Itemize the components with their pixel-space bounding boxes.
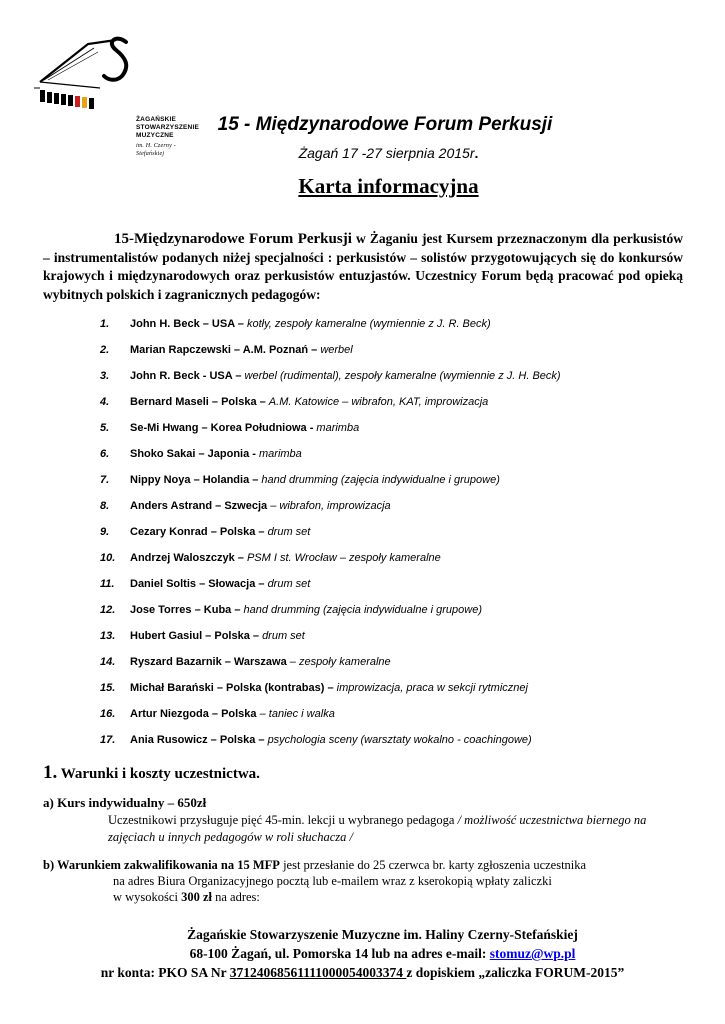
teacher-specialty: hand drumming (zajęcia indywidualne i grupowe) xyxy=(261,474,500,486)
teacher-specialty: – taniec i walka xyxy=(256,708,335,720)
teacher-item xyxy=(100,525,700,551)
teacher-number: 7. xyxy=(100,474,110,486)
teacher-item xyxy=(100,447,700,473)
teacher-number: 2. xyxy=(100,344,110,356)
email-link[interactable]: stomuz@wp.pl xyxy=(489,946,576,961)
teacher-number: 13. xyxy=(100,630,116,642)
teacher-number: 11. xyxy=(100,578,115,590)
teacher-specialty: marimba xyxy=(316,422,360,434)
document-title: Karta informacyjna xyxy=(298,174,479,198)
teacher-specialty: kotły, zespoły kameralne (wymiennie z J. R. Beck) xyxy=(246,318,491,330)
teacher-number: 3. xyxy=(100,370,110,382)
teacher-number: 9. xyxy=(100,526,110,538)
teacher-item xyxy=(100,473,700,499)
teacher-name: Bernard Maseli – Polska – xyxy=(130,396,269,408)
teacher-number: 5. xyxy=(100,422,110,434)
teacher-name: Artur Niezgoda – Polska xyxy=(130,708,257,720)
place-date xyxy=(0,145,725,161)
teacher-number: 17. xyxy=(100,734,116,746)
teacher-list xyxy=(100,317,700,759)
teacher-specialty: psychologia sceny (warsztaty wokalno - coachingowe) xyxy=(267,734,532,746)
teacher-name: Shoko Sakai – Japonia - xyxy=(130,448,259,460)
teacher-name: Ania Rusowicz – Polska – xyxy=(130,734,268,746)
intro-text: w Żaganiu jest Kursem przeznaczonym dla perkusistów – instrumentalistów podanych niżej specjalności : perkusistów – solistów przygotowujących się do konkursów krajowych i międzynarodowych oraz perkusistów entuzjastów. Uczestnicy Forum będą pracować pod opieką wybitnych polskich i zagranicznych pedagogów: xyxy=(43,231,683,302)
teacher-number: 6. xyxy=(100,448,110,460)
teacher-name: Anders Astrand – Szwecja xyxy=(130,500,268,512)
part-a-body xyxy=(108,812,691,846)
logo-line: MUZYCZNE xyxy=(136,132,174,139)
teacher-number: 15. xyxy=(100,682,116,694)
teacher-item xyxy=(100,733,700,759)
teacher-specialty: – wibrafon, improwizacja xyxy=(267,500,391,512)
teacher-specialty: hand drumming (zajęcia indywidualne i grupowe) xyxy=(243,604,482,616)
place-date-dot: . xyxy=(474,145,479,161)
logo-line: STOWARZYSZENIE xyxy=(136,124,199,131)
part-b-line2: na adres Biura Organizacyjnego pocztą lub e-mailem wraz z kserokopią wpłaty zaliczki xyxy=(113,874,552,888)
teacher-specialty: improwizacja, praca w sekcji rytmicznej xyxy=(336,682,528,694)
teacher-number: 8. xyxy=(100,500,110,512)
teacher-item xyxy=(100,655,700,681)
teacher-item xyxy=(100,707,700,733)
part-b-line3-post: na adres: xyxy=(211,890,260,904)
section-title: Warunki i koszty uczestnictwa. xyxy=(57,766,260,782)
teacher-name: Ryszard Bazarnik – Warszawa xyxy=(130,656,287,668)
teacher-specialty: PSM I st. Wrocław – zespoły kameralne xyxy=(246,552,441,564)
teacher-name: Se-Mi Hwang – Korea Południowa - xyxy=(130,422,317,434)
teacher-name: Daniel Soltis – Słowacja – xyxy=(130,578,268,590)
teacher-item xyxy=(100,629,700,655)
logo-line: ŻAGAŃSKIE xyxy=(136,116,177,123)
account-number: 37124068561111000054003374 xyxy=(229,965,407,980)
account-note: z dopiskiem „zaliczka FORUM-2015” xyxy=(406,965,625,980)
teacher-number: 1. xyxy=(100,318,110,330)
address-block xyxy=(0,925,725,982)
teacher-specialty: drum set xyxy=(267,578,311,590)
teacher-name: Marian Rapczewski – A.M. Poznań – xyxy=(130,344,321,356)
teacher-item xyxy=(100,551,700,577)
teacher-name: Jose Torres – Kuba – xyxy=(130,604,244,616)
address-line2: 68-100 Żagań, ul. Pomorska 14 lub na adres e-mail: xyxy=(189,946,490,961)
teacher-item xyxy=(100,395,700,421)
teacher-name: Andrzej Waloszczyk – xyxy=(130,552,247,564)
section-number: 1. xyxy=(43,762,58,783)
teacher-number: 10. xyxy=(100,552,116,564)
part-a-heading: a) Kurs indywidualny – 650zł xyxy=(43,795,207,810)
teacher-name: Cezary Konrad – Polska – xyxy=(130,526,268,538)
teacher-specialty: drum set xyxy=(267,526,311,538)
teacher-name: Nippy Noya – Holandia – xyxy=(130,474,262,486)
teacher-name: John H. Beck – USA – xyxy=(130,318,247,330)
intro-lead: 15-Międzynarodowe Forum Perkusji xyxy=(114,231,352,247)
teacher-number: 12. xyxy=(100,604,116,616)
teacher-specialty: A.M. Katowice – wibrafon, KAT, improwizacja xyxy=(268,396,489,408)
teacher-item xyxy=(100,343,700,369)
teacher-item xyxy=(100,681,700,707)
teacher-specialty: marimba xyxy=(259,448,302,460)
part-b-lead: b) Warunkiem zakwalifikowania na 15 MFP xyxy=(43,858,280,872)
account-label: nr konta: PKO SA Nr xyxy=(100,965,230,980)
part-b-line1: jest przesłanie do 25 czerwca br. karty zgłoszenia uczestnika xyxy=(279,858,587,872)
page-title: 15 - Międzynarodowe Forum Perkusji xyxy=(217,114,553,135)
intro-paragraph xyxy=(43,230,683,304)
teacher-specialty: – zespoły kameralne xyxy=(286,656,391,668)
teacher-specialty: werbel xyxy=(320,344,353,356)
teacher-number: 4. xyxy=(100,396,110,408)
logo-patron: im. H. Czerny - Stefańskiej xyxy=(136,143,176,157)
part-a-note: / możliwość uczestnictwa biernego na zajęciach u innych pedagogów w roli słuchacza / xyxy=(108,813,647,844)
teacher-item xyxy=(100,317,700,343)
teacher-item xyxy=(100,499,700,525)
address-line1: Żagańskie Stowarzyszenie Muzyczne im. Haliny Czerny-Stefańskiej xyxy=(187,927,578,942)
place-date-text: Żagań 17 -27 sierpnia 2015r xyxy=(298,145,475,161)
part-b-line3-pre: w wysokości xyxy=(113,890,182,904)
teacher-item xyxy=(100,603,700,629)
teacher-specialty: drum set xyxy=(262,630,305,642)
teacher-name: Hubert Gasiul – Polska – xyxy=(130,630,263,642)
part-b-amount: 300 zł xyxy=(181,890,212,904)
teacher-item xyxy=(100,577,700,603)
teacher-number: 16. xyxy=(100,708,116,720)
teacher-item xyxy=(100,421,700,447)
teacher-number: 14. xyxy=(100,656,116,668)
teacher-name: John R. Beck - USA – xyxy=(130,370,245,382)
teacher-name: Michał Barański – Polska (kontrabas) – xyxy=(130,682,337,694)
section-heading xyxy=(43,762,260,784)
teacher-specialty: werbel (rudimental), zespoły kameralne (wymiennie z J. H. Beck) xyxy=(244,370,561,382)
part-b-body xyxy=(43,857,703,905)
teacher-item xyxy=(100,369,700,395)
part-a-text: Uczestnikowi przysługuje pięć 45-min. lekcji u wybranego pedagoga xyxy=(108,813,458,827)
